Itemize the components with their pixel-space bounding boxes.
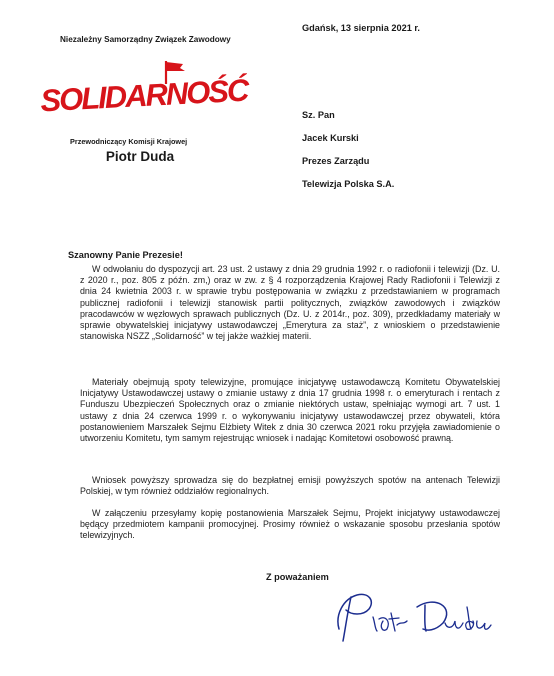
body-paragraph: W załączeniu przesyłamy kopię postanowienia Marszałek Sejmu, Projekt inicjatywy ustawodawczej będący przedmiotem kampanii promocyjnej. Prosimy również o wskazanie sposobu przesłania spotów telewizyjnych. — [80, 508, 500, 541]
date-line: Gdańsk, 13 sierpnia 2021 r. — [302, 23, 420, 33]
recipient-position: Prezes Zarządu — [302, 156, 370, 166]
chair-name: Piotr Duda — [105, 149, 175, 164]
solidarnosc-logo — [39, 58, 249, 120]
body-paragraph: Wniosek powyższy sprowadza się do bezpłatnej emisji powyższych spotów na antenach Telewizji Polskiej, w tym również oddziałów regionalnych. — [80, 475, 500, 497]
body-paragraph: Materiały obejmują spoty telewizyjne, promujące inicjatywę ustawodawczą Komitetu Obywatelskiej Inicjatywy Ustawodawczej ustawy o zmianie ustawy z dnia 17 grudnia 1998 r. o emeryturach i rentach z Funduszu Ubezpieczeń Społecznych oraz o zmianie niektórych ustaw, spełniając wymogi art. 7 ust. 1 ustawy z dnia 24 czerwca 1999 r. o wykonywaniu inicjatywy ustawodawczej przez obywateli, która postanowieniem Marszałek Sejmu Elżbiety Witek z dnia 30 czerwca 2021 roku przyjęła zawiadomienie o utworzeniu Komitetu, tym samym rejestrując wniosek i nadając Komitetowi osobowość prawną. — [80, 377, 500, 444]
closing: Z poważaniem — [266, 572, 329, 582]
recipient-name: Jacek Kurski — [302, 133, 359, 143]
handwritten-signature — [333, 585, 493, 645]
body-paragraph: W odwołaniu do dyspozycji art. 23 ust. 2 ustawy z dnia 29 grudnia 1992 r. o radiofonii i telewizji (Dz. U. z 2020 r., poz. 805 z późn. zm,) oraz w zw. z § 4 rozporządzenia Krajowej Rady Radiofonii i Telewizji z dnia 24 kwietnia 2003 r. w sprawie trybu postępowania w związku z przedstawianiem w programach publicznej radiofonii i telewizji stanowisk partii politycznych, związków zawodowych i związków pracodawców w węzłowych sprawach publicznych (Dz. U. z 2014r., poz. 309), przedkładamy materiały w sprawie obywatelskiej inicjatywy ustawodawczej „Emerytura za staż”, z wnioskiem o przedstawienie stanowiska NSZZ „Solidarność” w tej jakże ważkiej materii. — [80, 264, 500, 342]
chair-title: Przewodniczący Komisji Krajowej — [70, 137, 188, 146]
recipient-company: Telewizja Polska S.A. — [302, 179, 395, 189]
recipient-salutation: Sz. Pan — [302, 110, 335, 120]
greeting: Szanowny Panie Prezesie! — [68, 250, 183, 260]
organization-name: Niezależny Samorządny Związek Zawodowy — [60, 35, 231, 44]
svg-text:SOLIDARNOŚĆ: SOLIDARNOŚĆ — [39, 72, 249, 119]
